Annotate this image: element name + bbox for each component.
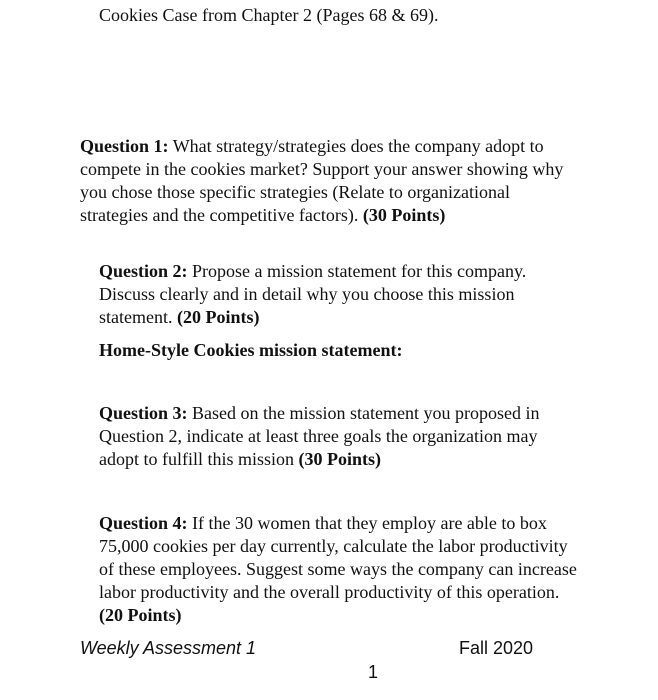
question-3-label: Question 3: — [99, 403, 188, 423]
question-3-points: (30 Points) — [298, 449, 382, 469]
question-4 — [99, 512, 579, 627]
question-2-text: Propose a mission statement for this company. Discuss clearly and in detail why you choose this mission statement. — [99, 261, 527, 327]
question-3-text: Based on the mission statement you proposed in Question 2, indicate at least three goals the organization may adopt to fulfill this mission — [99, 403, 540, 469]
question-1 — [80, 135, 580, 227]
question-1-points: (30 Points) — [362, 205, 446, 225]
question-4-text: If the 30 women that they employ are able to box 75,000 cookies per day currently, calculate the labor productivity of these employees. Suggest some ways the company can increase labor productivity and the overall productivity of this operation. — [99, 513, 577, 602]
footer-left: Weekly Assessment 1 — [80, 638, 257, 658]
question-4-label: Question 4: — [99, 513, 188, 533]
question-1-text: What strategy/strategies does the company adopt to compete in the cookies market? Support your answer showing why you chose those specific strategies (Relate to organizational strategies and the competitive factors). — [80, 136, 564, 225]
case-reference: Cookies Case from Chapter 2 (Pages 68 & 69). — [99, 5, 439, 25]
page-number: 1 — [368, 662, 379, 682]
footer-right: Fall 2020 — [459, 638, 534, 658]
question-4-points: (20 Points) — [99, 605, 182, 625]
question-2 — [99, 260, 579, 329]
question-2-points: (20 Points) — [176, 307, 260, 327]
mission-statement-heading: Home-Style Cookies mission statement: — [99, 340, 403, 360]
question-3 — [99, 402, 579, 471]
question-2-label: Question 2: — [99, 261, 188, 281]
question-1-label: Question 1: — [80, 136, 169, 156]
